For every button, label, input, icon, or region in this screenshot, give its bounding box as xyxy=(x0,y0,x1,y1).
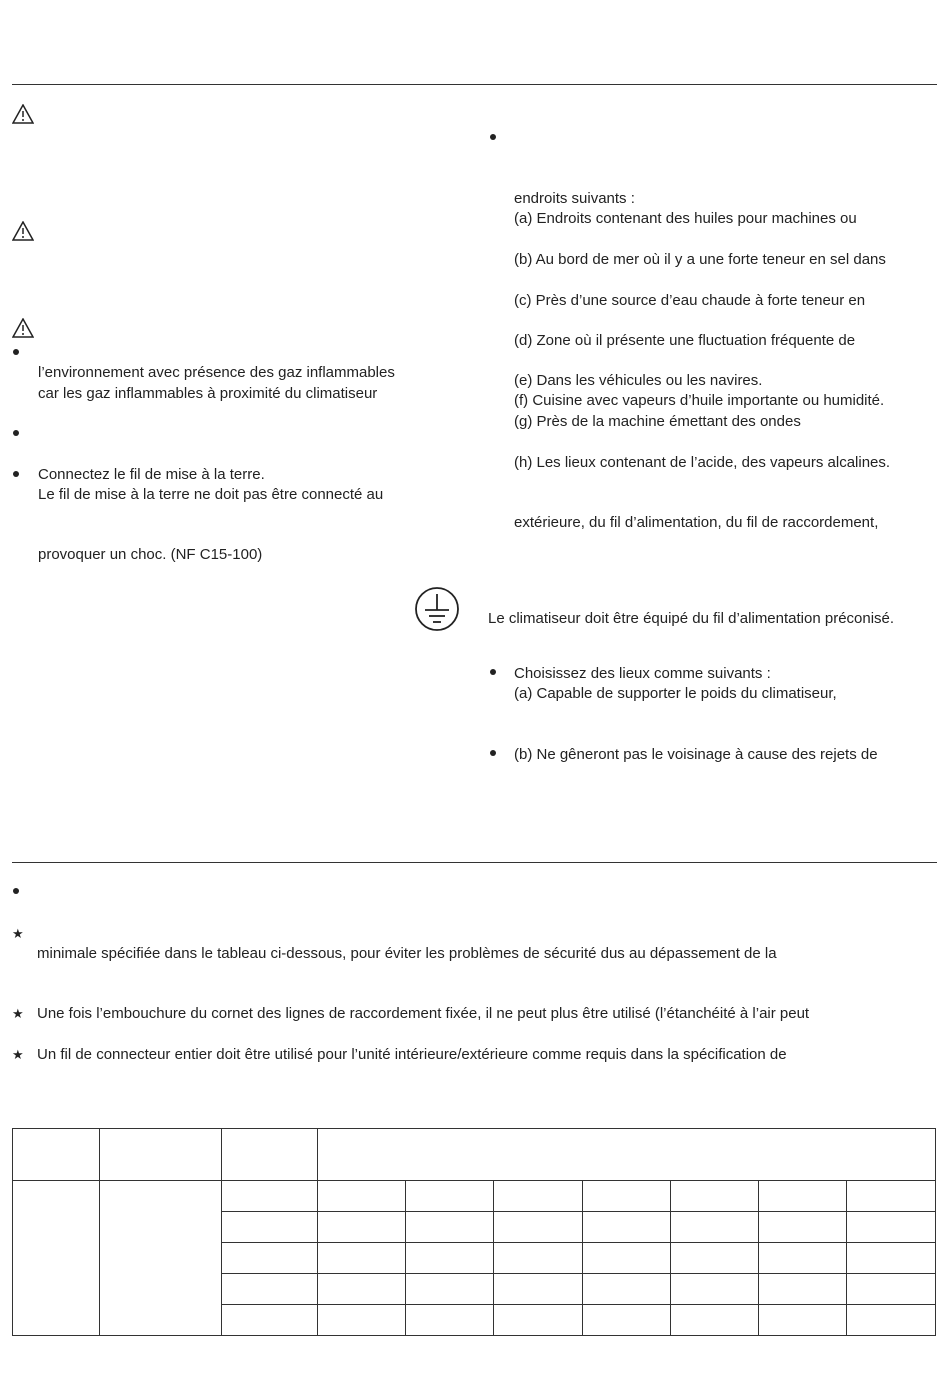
star-icon: ★ xyxy=(12,926,24,941)
table-cell xyxy=(759,1274,847,1305)
table-cell xyxy=(13,1129,100,1181)
choose-b: (b) Ne gêneront pas le voisinage à cause des rejets de xyxy=(514,746,878,763)
place-b: (b) Au bord de mer où il y a une forte teneur en sel dans xyxy=(514,251,886,268)
star-icon: ★ xyxy=(12,1006,24,1021)
table-cell xyxy=(100,1181,222,1336)
warning-triangle-icon xyxy=(12,318,34,338)
places-intro: endroits suivants : xyxy=(514,190,635,207)
ground-wire-line3: provoquer un choc. (NF C15-100) xyxy=(38,546,263,563)
place-e: (e) Dans les véhicules ou les navires. xyxy=(514,372,763,389)
table-cell xyxy=(671,1274,759,1305)
table-header-row xyxy=(13,1129,936,1181)
table-cell xyxy=(222,1274,318,1305)
bullet-icon xyxy=(13,888,19,894)
table-cell xyxy=(583,1274,671,1305)
table-cell xyxy=(759,1212,847,1243)
table-cell xyxy=(847,1274,936,1305)
place-g: (g) Près de la machine émettant des ondes xyxy=(514,413,801,430)
bullet-icon xyxy=(490,669,496,675)
ground-wire-bullet: Connectez le fil de mise à la terre. xyxy=(38,466,265,483)
place-c: (c) Près d’une source d’eau chaude à forte teneur en xyxy=(514,292,866,309)
table-cell xyxy=(100,1129,222,1181)
table-cell xyxy=(406,1243,494,1274)
bullet-icon xyxy=(490,750,496,756)
table-row xyxy=(13,1181,936,1212)
min-spec-note: minimale spécifiée dans le tableau ci-dessous, pour éviter les problèmes de sécurité dus au dépassement de la xyxy=(37,945,777,962)
connector-note: Un fil de connecteur entier doit être utilisé pour l’unité intérieure/extérieure comme requis dans la spécification de xyxy=(37,1046,787,1063)
star-icon: ★ xyxy=(12,1047,24,1062)
middle-divider xyxy=(12,862,937,863)
table-cell xyxy=(222,1212,318,1243)
table-cell xyxy=(318,1305,406,1336)
table-cell xyxy=(406,1274,494,1305)
table-cell xyxy=(847,1212,936,1243)
place-a: (a) Endroits contenant des huiles pour machines ou xyxy=(514,210,857,227)
table-cell xyxy=(847,1181,936,1212)
bullet-icon xyxy=(13,349,19,355)
table-cell xyxy=(671,1212,759,1243)
table-cell xyxy=(847,1305,936,1336)
table-cell xyxy=(583,1305,671,1336)
table-cell xyxy=(222,1129,318,1181)
table-cell xyxy=(583,1212,671,1243)
table-cell xyxy=(13,1181,100,1336)
table-cell xyxy=(671,1305,759,1336)
top-divider xyxy=(12,84,937,85)
flare-note: Une fois l’embouchure du cornet des lignes de raccordement fixée, il ne peut plus être utilisé (l’étanchéité à l’air peut xyxy=(37,1005,810,1022)
table-cell xyxy=(494,1212,583,1243)
table-cell xyxy=(318,1274,406,1305)
warning-triangle-icon xyxy=(12,221,34,241)
table-cell xyxy=(318,1212,406,1243)
table-cell xyxy=(318,1181,406,1212)
table-cell xyxy=(671,1243,759,1274)
warning-triangle-icon xyxy=(12,104,34,124)
bullet-icon xyxy=(490,134,496,140)
table-cell xyxy=(583,1181,671,1212)
table-cell xyxy=(318,1243,406,1274)
flammable-gas-line2: car les gaz inflammables à proximité du climatiseur xyxy=(38,385,378,402)
table-cell xyxy=(494,1305,583,1336)
table-cell xyxy=(494,1243,583,1274)
bullet-icon xyxy=(13,471,19,477)
protective-earth-icon xyxy=(414,586,460,632)
place-f: (f) Cuisine avec vapeurs d’huile importante ou humidité. xyxy=(514,392,885,409)
table-cell xyxy=(494,1181,583,1212)
bullet-icon xyxy=(13,430,19,436)
place-h: (h) Les lieux contenant de l’acide, des vapeurs alcalines. xyxy=(514,454,891,471)
table-cell xyxy=(583,1243,671,1274)
table-cell xyxy=(406,1305,494,1336)
choose-a: (a) Capable de supporter le poids du climatiseur, xyxy=(514,685,837,702)
place-d: (d) Zone où il présente une fluctuation fréquente de xyxy=(514,332,856,349)
table-cell xyxy=(222,1181,318,1212)
table-cell xyxy=(406,1212,494,1243)
table-cell xyxy=(847,1243,936,1274)
flammable-gas-line1: l’environnement avec présence des gaz inflammables xyxy=(38,364,395,381)
table-cell xyxy=(318,1129,936,1181)
exterior-line: extérieure, du fil d’alimentation, du fil de raccordement, xyxy=(514,514,879,531)
table-cell xyxy=(222,1243,318,1274)
spec-table xyxy=(12,1128,936,1336)
table-cell xyxy=(222,1305,318,1336)
table-cell xyxy=(759,1181,847,1212)
table-cell xyxy=(406,1181,494,1212)
power-cord-note: Le climatiseur doit être équipé du fil d’alimentation préconisé. xyxy=(488,610,895,627)
table-cell xyxy=(494,1274,583,1305)
choose-places: Choisissez des lieux comme suivants : xyxy=(514,665,771,682)
ground-wire-line2: Le fil de mise à la terre ne doit pas être connecté au xyxy=(38,486,384,503)
table-cell xyxy=(759,1305,847,1336)
table-cell xyxy=(671,1181,759,1212)
table-cell xyxy=(759,1243,847,1274)
